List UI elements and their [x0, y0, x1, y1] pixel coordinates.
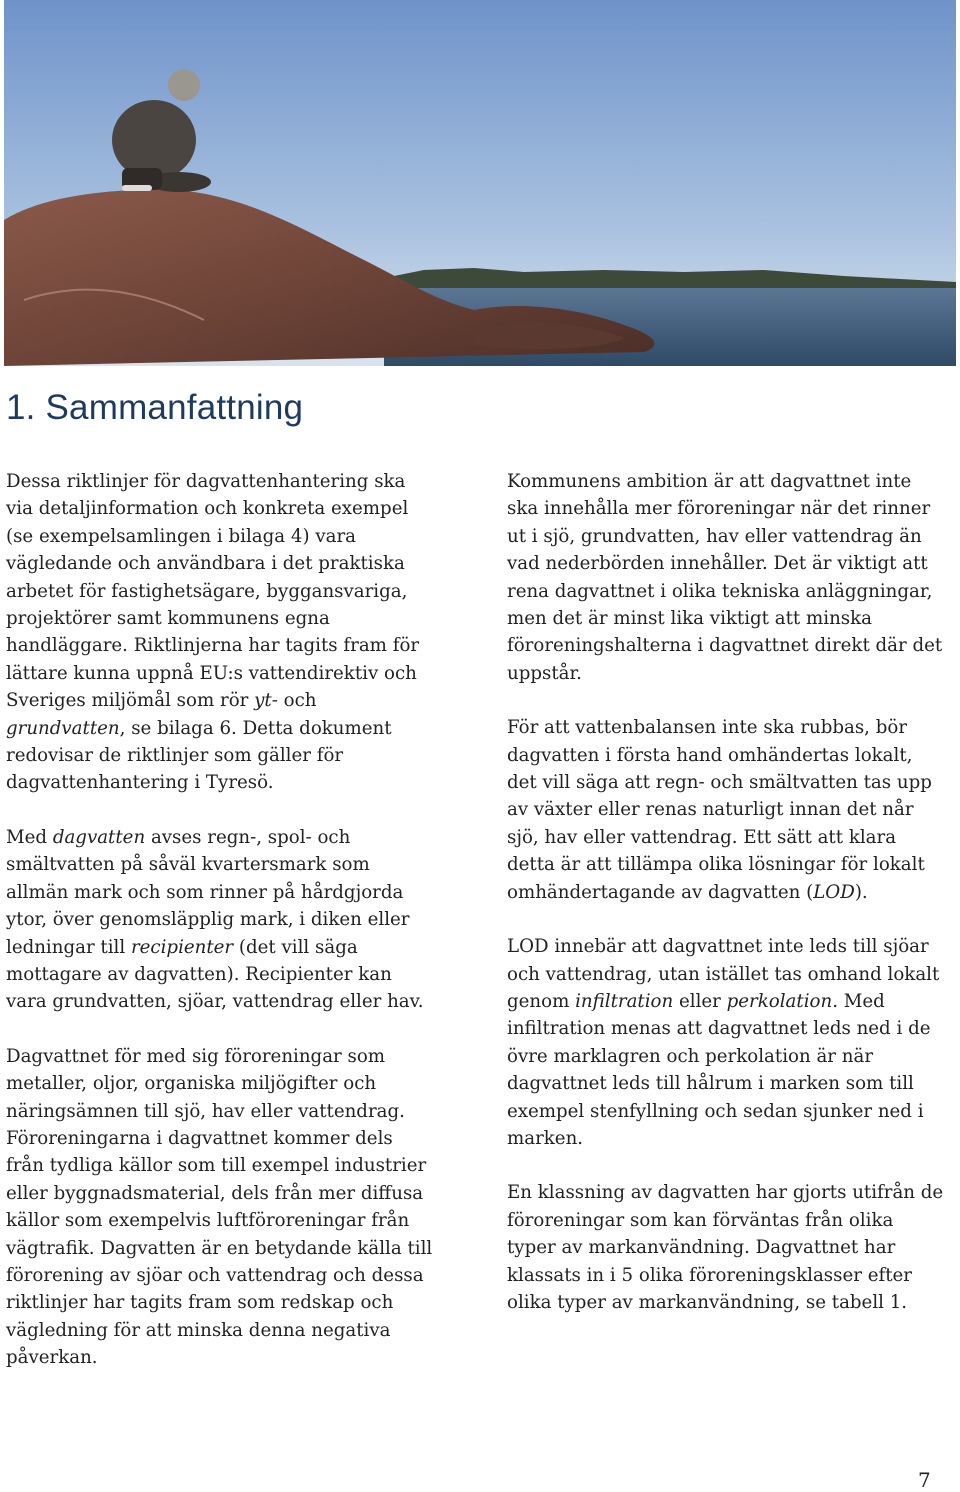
paragraph: Kommunens ambition är att dagvattnet inte ska innehålla mer föroreningar när det rinner ut i sjö, grundvatten, hav eller vattendrag än vad nederbörden innehåller. Det är viktigt att rena dagvattnet i olika tekniska anläggningar, men det är minst lika viktigt att minska föroreningshalterna i dagvattnet direkt där det uppstår. — [507, 471, 943, 684]
paragraph: Dagvattnet för med sig föroreningar som metaller, oljor, organiska miljögifter och näringsämnen till sjö, hav eller vattendrag. Föroreningarna i dagvattnet kommer dels från tydliga källor som till exempel industrier eller byggnadsmaterial, dels från mer diffusa källor som exempelvis luftföroreningar från vägtrafik. Dagvatten är en betydande källa till förorening av sjöar och vattendrag och dessa riktlinjer har tagits fram som redskap och vägledning för att minska denna negativa påverkan. — [6, 1045, 433, 1369]
paragraph: LOD innebär att dagvattnet inte leds till sjöar och vattendrag, utan istället tas omhand lokalt genom infiltration eller perkolation. Med infiltration menas att dagvattnet leds ned i de övre marklagren och perkolation är när dagvattnet leds till hålrum i marken som till exempel stenfyllning och sedan sjunker ned i marken. — [507, 936, 940, 1149]
cover-photo-illustration — [4, 0, 956, 366]
page-number: 7 — [918, 1468, 931, 1492]
section-heading: 1. Sammanfattning — [6, 388, 304, 427]
paragraph: Med dagvatten avses regn-, spol- och smältvatten på såväl kvartersmark som allmän mark och som rinner på hårdgjorda ytor, över genomsläpplig mark, i diken eller ledningar till recipienter (det vill säga mottagare av dagvatten). Recipienter kan vara grundvatten, sjöar, vattendrag eller hav. — [6, 826, 424, 1013]
right-column — [507, 468, 947, 1343]
cover-photo — [4, 0, 956, 366]
left-column — [6, 468, 436, 1399]
paragraph: En klassning av dagvatten har gjorts utifrån de föroreningar som kan förväntas från olika typer av markanvändning. Dagvattnet har klassats in i 5 olika föroreningsklasser efter olika typer av markanvändning, se tabell 1. — [507, 1182, 944, 1313]
paragraph: Dessa riktlinjer för dagvattenhantering ska via detaljinformation och konkreta exempel (se exempelsamlingen i bilaga 4) vara vägledande och användbara i det praktiska arbetet för fastighetsägare, byggansvariga, projektörer samt kommunens egna handläggare. Riktlinjerna har tagits fram för lättare kunna uppnå EU:s vattendirektiv och Sveriges miljömål som rör yt- och grundvatten, se bilaga 6. Detta dokument redovisar de riktlinjer som gäller för dagvattenhantering i Tyresö. — [6, 471, 420, 794]
paragraph: För att vattenbalansen inte ska rubbas, bör dagvatten i första hand omhändertas lokalt, det vill säga att regn- och smältvatten tas upp av växter eller renas naturligt innan det når sjö, hav eller vattendrag. Ett sätt att klara detta är att tillämpa olika lösningar för lokalt omhändertagande av dagvatten (LOD). — [507, 717, 932, 903]
